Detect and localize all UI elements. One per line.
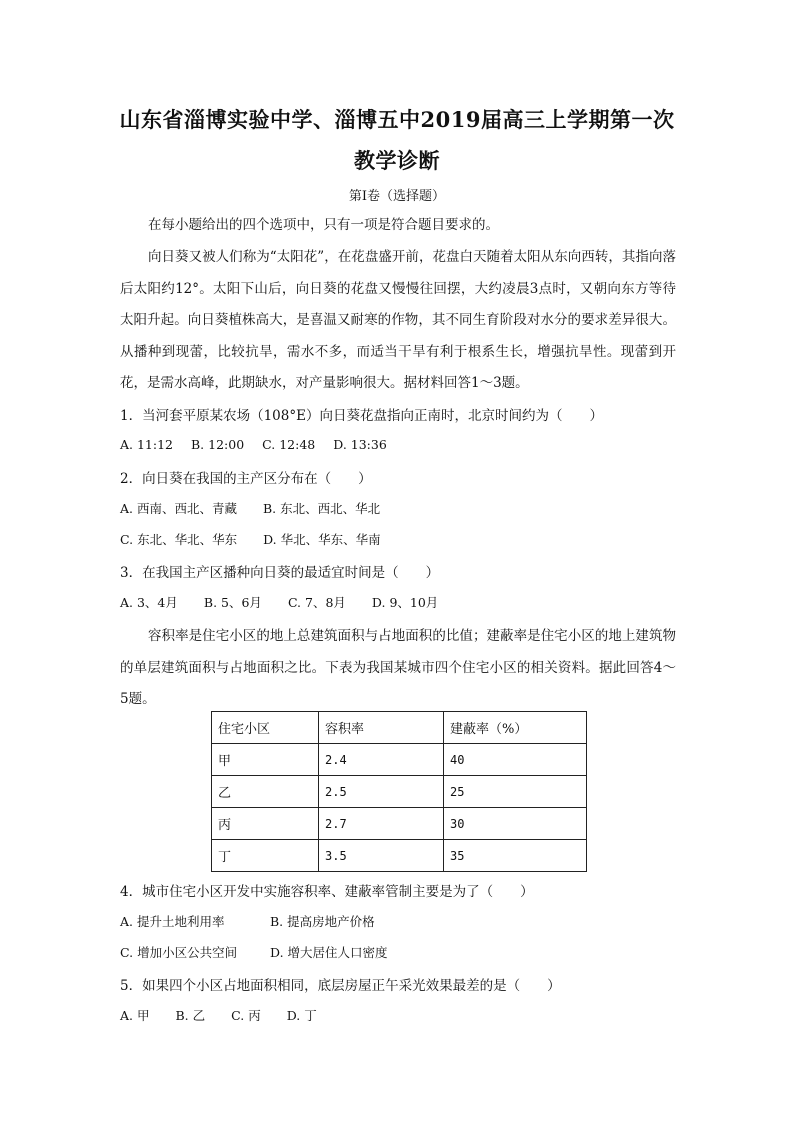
q5-option-b: B. 乙 [175, 1008, 206, 1023]
housing-data-table [211, 711, 587, 872]
q4-option-b: B. 提高房地产价格 [270, 914, 375, 929]
question-3-stem: 3．在我国主产区播种向日葵的最适宜时间是（ ） [120, 565, 440, 581]
question-4-options-row2 [120, 943, 388, 961]
table-row [212, 808, 587, 840]
table-cell: 25 [444, 776, 587, 808]
passage-housing: 容积率是住宅小区的地上总建筑面积与占地面积的比值；建蔽率是住宅小区的地上建筑物的单层建筑面积与占地面积之比。下表为我国某城市四个住宅小区的相关资料。据此回答4～5题。 [120, 628, 676, 707]
table-cell: 丙 [212, 808, 319, 840]
table-header-cell: 住宅小区 [212, 712, 319, 744]
table-cell: 2.5 [319, 776, 444, 808]
table-cell: 3.5 [319, 840, 444, 872]
q4-option-c: C. 增加小区公共空间 [120, 945, 238, 960]
table-cell: 40 [444, 744, 587, 776]
question-3-options [120, 593, 438, 611]
table-cell: 甲 [212, 744, 319, 776]
q2-option-c: C. 东北、华北、华东 [120, 532, 238, 547]
page-title-line2: 教学诊断 [354, 148, 440, 173]
q1-option-d: D. 13:36 [333, 437, 387, 452]
instruction-text: 在每小题给出的四个选项中，只有一项是符合题目要求的。 [148, 217, 499, 233]
question-2-options-row2 [120, 530, 381, 548]
q3-option-c: C. 7、8月 [287, 595, 346, 610]
section-heading: 第Ⅰ卷（选择题） [348, 189, 446, 204]
question-2-stem: 2．向日葵在我国的主产区分布在（ ） [120, 471, 372, 487]
q5-option-c: C. 丙 [231, 1008, 261, 1023]
table-cell: 2.4 [319, 744, 444, 776]
table-cell: 2.7 [319, 808, 444, 840]
q5-option-a: A. 甲 [120, 1008, 150, 1023]
q1-option-a: A. 11:12 [120, 437, 173, 452]
question-4-stem: 4．城市住宅小区开发中实施容积率、建蔽率管制主要是为了（ ） [120, 884, 534, 900]
question-5-options [120, 1006, 317, 1024]
q3-option-a: A. 3、4月 [120, 595, 178, 610]
question-1-stem: 1．当河套平原某农场（108°E）向日葵花盘指向正南时，北京时间约为（ ） [120, 408, 603, 424]
question-4-options-row1 [120, 912, 375, 930]
table-cell: 35 [444, 840, 587, 872]
q2-option-b: B. 东北、西北、华北 [262, 501, 381, 516]
q2-option-a: A. 西南、西北、青藏 [120, 501, 237, 516]
table-cell: 乙 [212, 776, 319, 808]
q5-option-d: D. 丁 [286, 1008, 317, 1023]
table-header-cell: 容积率 [319, 712, 444, 744]
question-1-options [120, 437, 387, 452]
passage-sunflower: 向日葵又被人们称为“太阳花”，在花盘盛开前，花盘白天随着太阳从东向西转，其指向落后太阳约12°。太阳下山后，向日葵的花盘又慢慢往回摆，大约凌晨3点时，又朝向东方等待太阳升起。向日葵植株高大，是喜温又耐寒的作物，其不同生育阶段对水分的要求差异很大。从播种到现蕾，比较抗旱，需水不多，而适当干旱有利于根系生长，增强抗旱性。现蕾到开花，是需水高峰，此期缺水，对产量影响很大。据材料回答1～3题。 [120, 249, 676, 391]
question-5-stem: 5．如果四个小区占地面积相同，底层房屋正午采光效果最差的是（ ） [120, 978, 561, 994]
table-cell: 丁 [212, 840, 319, 872]
q1-option-c: C. 12:48 [262, 437, 316, 452]
q3-option-d: D. 9、10月 [371, 595, 439, 610]
table-header-row [212, 712, 587, 744]
table-row [212, 776, 587, 808]
page-title-line1: 山东省淄博实验中学、淄博五中2019届高三上学期第一次 [119, 107, 675, 132]
table-row [212, 840, 587, 872]
table-row [212, 744, 587, 776]
question-2-options-row1 [120, 499, 380, 517]
q4-option-d: D. 增大居住人口密度 [270, 945, 388, 960]
q3-option-b: B. 5、6月 [203, 595, 262, 610]
q4-option-a: A. 提升土地利用率 [120, 914, 225, 929]
table-cell: 30 [444, 808, 587, 840]
q2-option-d: D. 华北、华东、华南 [263, 532, 381, 547]
q1-option-b: B. 12:00 [191, 437, 245, 452]
table-header-cell: 建蔽率（%） [444, 712, 587, 744]
